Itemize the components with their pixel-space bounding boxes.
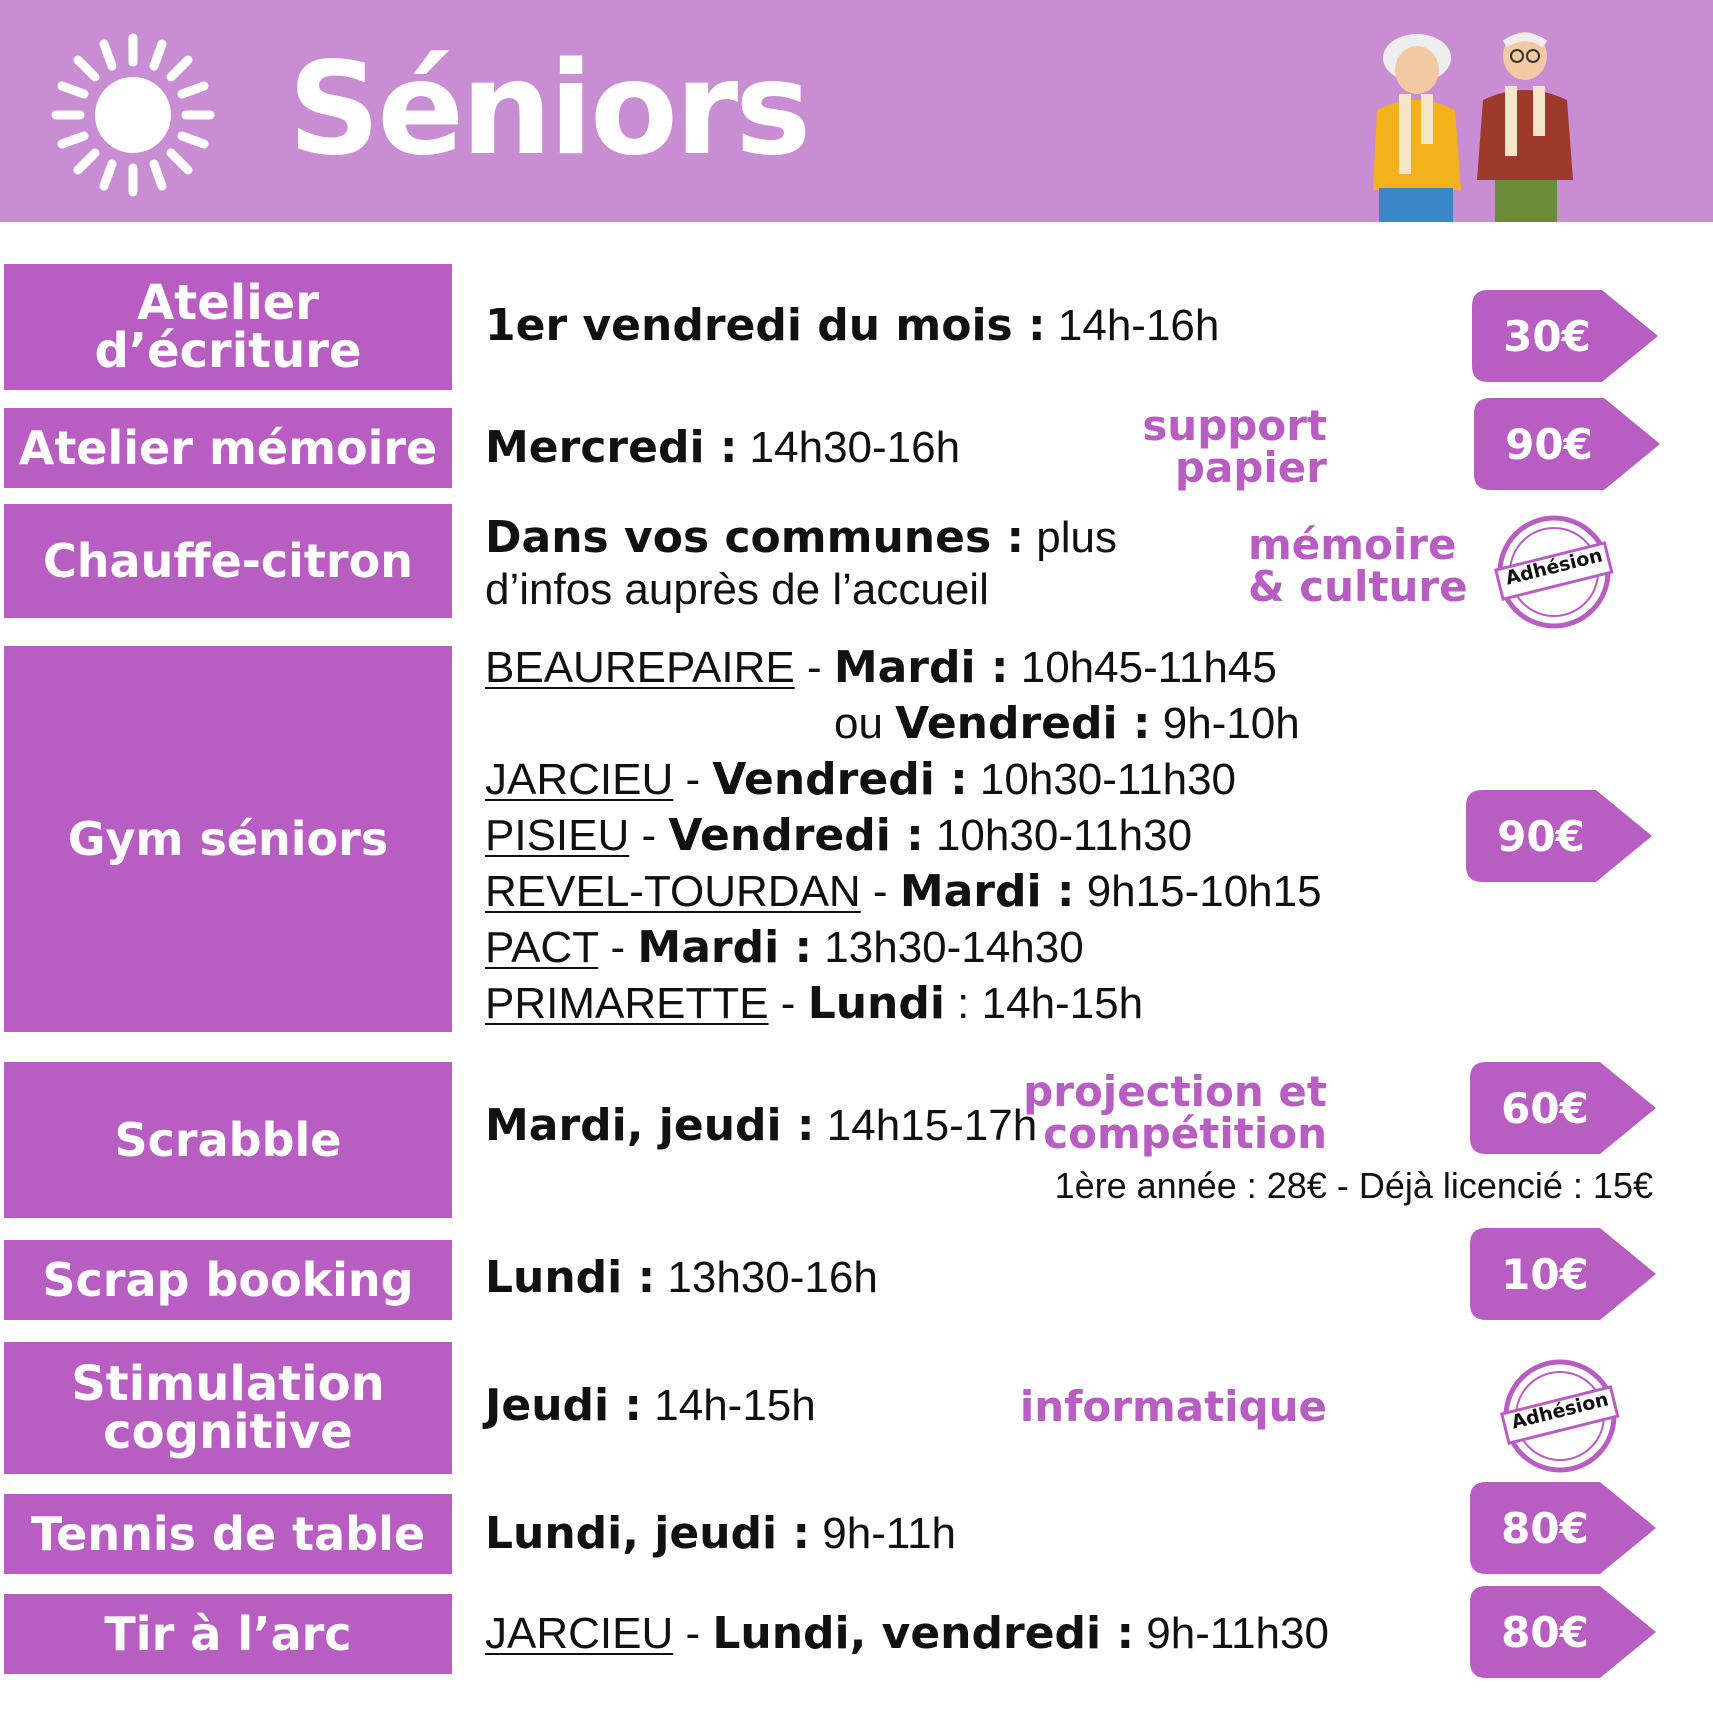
sun-icon — [48, 30, 218, 200]
note-line-1: support — [1142, 401, 1327, 450]
note-scrabble — [1023, 1067, 1327, 1158]
schedule-time: 9h-10h — [1150, 699, 1300, 748]
separator: - — [598, 923, 638, 972]
place-name: BEAUREPAIRE — [485, 643, 795, 692]
note-chauffe-citron — [1248, 520, 1468, 611]
schedule-day: Mercredi : — [485, 422, 738, 473]
activity-label-chauffe-citron: Chauffe-citron — [4, 504, 452, 618]
gym-line — [485, 920, 1322, 976]
stamp-text: Adhésion — [1503, 544, 1605, 590]
gym-line — [485, 696, 1322, 752]
price-value: 10€ — [1501, 1249, 1589, 1299]
schedule-time: 10h30-11h30 — [923, 811, 1193, 860]
price-tag-tennis-de-table — [1470, 1482, 1656, 1574]
schedule-day: Dans vos communes : — [485, 512, 1025, 563]
place-name: JARCIEU — [485, 1609, 674, 1658]
price-tag-gym-seniors — [1466, 790, 1652, 882]
note-atelier-memoire — [1142, 401, 1327, 492]
schedule-day: Mardi : — [637, 922, 813, 973]
label-line-2: d’écriture — [94, 323, 362, 379]
schedule-tennis-de-table — [485, 1508, 956, 1560]
page-title: Séniors — [288, 35, 809, 184]
price-value: 90€ — [1497, 811, 1585, 861]
schedule-scrap-booking — [485, 1252, 878, 1304]
note-line-2: compétition — [1043, 1109, 1327, 1158]
prefix: ou — [834, 699, 896, 748]
gym-line — [485, 752, 1322, 808]
schedule-day: Mardi, jeudi : — [485, 1100, 815, 1151]
schedule-atelier-ecriture — [485, 300, 1219, 352]
schedule-day: Mardi : — [833, 642, 1009, 693]
price-value: 80€ — [1501, 1607, 1589, 1657]
schedule-day: Lundi — [807, 978, 945, 1029]
label-line-1: Stimulation — [71, 1356, 385, 1412]
price-tag-atelier-memoire — [1474, 398, 1660, 490]
schedule-day: Lundi, jeudi : — [485, 1508, 811, 1559]
header-banner — [0, 0, 1713, 222]
schedule-time: 14h15-17h — [814, 1101, 1038, 1150]
price-value: 60€ — [1501, 1083, 1589, 1133]
note-line-2: papier — [1174, 443, 1327, 492]
place-name: PACT — [485, 923, 599, 972]
price-value: 80€ — [1501, 1503, 1589, 1553]
schedule-day: Lundi : — [485, 1252, 656, 1303]
note-line-1: mémoire — [1248, 520, 1457, 569]
place-name: JARCIEU — [485, 755, 674, 804]
schedule-day: Mardi : — [899, 866, 1075, 917]
price-value: 90€ — [1505, 419, 1593, 469]
price-tag-tir-a-l-arc — [1470, 1586, 1656, 1678]
schedule-day: Vendredi : — [712, 754, 968, 805]
place-name: PRIMARETTE — [485, 979, 769, 1028]
price-tag-scrabble — [1470, 1062, 1656, 1154]
separator: - — [673, 1609, 713, 1658]
stamp-text: Adhésion — [1509, 1388, 1611, 1434]
price-value: 30€ — [1503, 311, 1591, 361]
activity-label-tir-a-l-arc: Tir à l’arc — [4, 1594, 452, 1674]
gym-line — [485, 640, 1322, 696]
gym-line — [485, 976, 1322, 1032]
separator: - — [768, 979, 808, 1028]
price-tag-atelier-ecriture — [1472, 290, 1658, 382]
note-line-1: projection et — [1023, 1067, 1327, 1116]
schedule-time: 9h15-10h15 — [1074, 867, 1322, 916]
activity-label-stimulation-cognitive — [4, 1342, 452, 1474]
activity-label-atelier-memoire: Atelier mémoire — [4, 408, 452, 488]
note-stimulation-cognitive: informatique — [1019, 1382, 1327, 1431]
schedule-text: plus — [1024, 513, 1118, 562]
activity-label-tennis-de-table: Tennis de table — [4, 1494, 452, 1574]
schedule-time: 14h30-16h — [737, 423, 961, 472]
gym-line — [485, 808, 1322, 864]
label-line-2: cognitive — [103, 1404, 353, 1460]
schedule-time: 13h30-16h — [655, 1253, 878, 1302]
schedule-time: 14h-16h — [1045, 301, 1220, 350]
schedule-time: 14h-15h — [642, 1381, 816, 1430]
activity-label-atelier-ecriture — [4, 264, 452, 390]
adhesion-stamp — [1494, 512, 1614, 632]
separator: - — [673, 755, 713, 804]
activity-label-scrap-booking: Scrap booking — [4, 1240, 452, 1320]
schedule-time: : 14h-15h — [944, 979, 1144, 1028]
gym-line — [485, 864, 1322, 920]
schedule-time: 10h30-11h30 — [967, 755, 1237, 804]
schedule-tir-a-l-arc — [485, 1608, 1329, 1660]
schedule-day: Vendredi : — [895, 698, 1151, 749]
scrabble-fee-note: 1ère année : 28€ - Déjà licencié : 15€ — [1054, 1165, 1653, 1206]
schedule-stimulation-cognitive — [485, 1380, 816, 1432]
schedule-day: 1er vendredi du mois : — [485, 300, 1046, 351]
adhesion-stamp — [1500, 1356, 1620, 1476]
schedule-day: Lundi, vendredi : — [712, 1608, 1135, 1659]
activity-label-scrabble: Scrabble — [4, 1062, 452, 1218]
label-line-1: Atelier — [137, 275, 319, 331]
price-tag-scrap-booking — [1470, 1228, 1656, 1320]
schedule-time: 9h-11h30 — [1134, 1609, 1329, 1658]
schedule-time: 10h45-11h45 — [1008, 643, 1277, 692]
schedule-gym-seniors — [485, 640, 1322, 1032]
schedule-time: 13h30-14h30 — [812, 923, 1084, 972]
schedule-text-line-2: d’infos auprès de l’accueil — [485, 565, 989, 614]
separator: - — [860, 867, 900, 916]
seniors-couple-illustration — [1355, 30, 1595, 222]
schedule-day: Jeudi : — [485, 1380, 643, 1431]
note-line-2: & culture — [1248, 562, 1468, 611]
schedule-scrabble — [485, 1100, 1037, 1152]
place-name: PISIEU — [485, 811, 630, 860]
separator: - — [629, 811, 669, 860]
separator: - — [794, 643, 834, 692]
schedule-day: Vendredi : — [668, 810, 924, 861]
activity-label-gym-seniors: Gym séniors — [4, 646, 452, 1032]
schedule-chauffe-citron — [485, 512, 1117, 616]
schedule-atelier-memoire — [485, 422, 960, 474]
schedule-time: 9h-11h — [810, 1509, 957, 1558]
place-name: REVEL-TOURDAN — [485, 867, 861, 916]
